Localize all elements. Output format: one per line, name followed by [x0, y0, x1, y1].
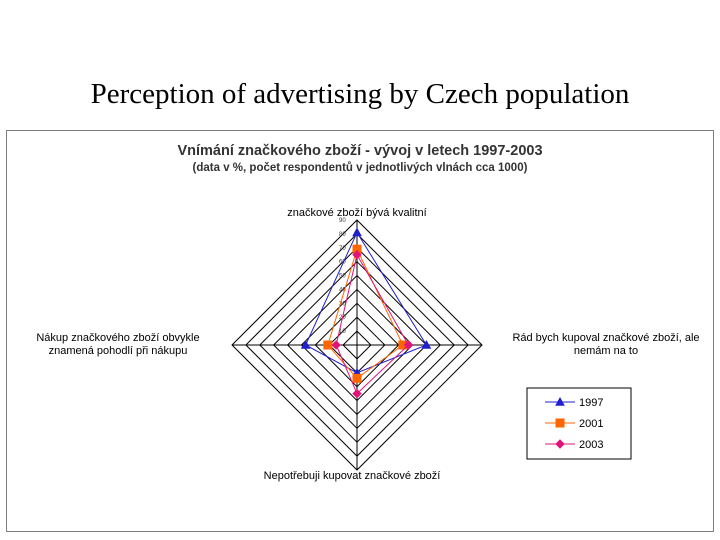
tick-label: 30	[339, 301, 346, 308]
data-point	[353, 229, 361, 236]
tick-label: 70	[339, 245, 346, 252]
tick-label: 10	[339, 329, 346, 336]
legend-label: 2003	[579, 439, 604, 451]
legend-label: 2001	[579, 418, 604, 430]
axis-label: značkové zboží bývá kvalitní	[287, 207, 427, 219]
axis-label: nemám na to	[573, 345, 639, 357]
series-line-2003	[336, 255, 408, 394]
tick-label: 90	[339, 218, 346, 224]
data-point	[332, 341, 340, 349]
tick-label: 60	[339, 259, 346, 266]
legend-marker	[556, 419, 564, 427]
data-point	[324, 341, 332, 349]
tick-label: 40	[339, 287, 346, 294]
axis-label: znamená pohodlí při nákupu	[48, 345, 188, 357]
tick-label: 50	[339, 273, 346, 280]
data-point	[353, 374, 361, 382]
slide-title: Perception of advertising by Czech population	[90, 78, 630, 110]
axis-label: Rád bych kupoval značkové zboží, ale	[512, 332, 700, 344]
chart-subtitle: (data v %, počet respondentů v jednotlivých vlnách cca 1000)	[192, 162, 528, 174]
tick-label: 80	[339, 231, 346, 238]
axis-label: Nákup značkového zboží obvykle	[36, 332, 200, 344]
legend-label: 1997	[579, 397, 604, 409]
chart-title: Vnímání značkového zboží - vývoj v letech 1997-2003	[177, 143, 543, 159]
axis-label: Nepotřebuji kupovat značkové zboží	[263, 470, 441, 482]
tick-label: 20	[339, 315, 346, 322]
